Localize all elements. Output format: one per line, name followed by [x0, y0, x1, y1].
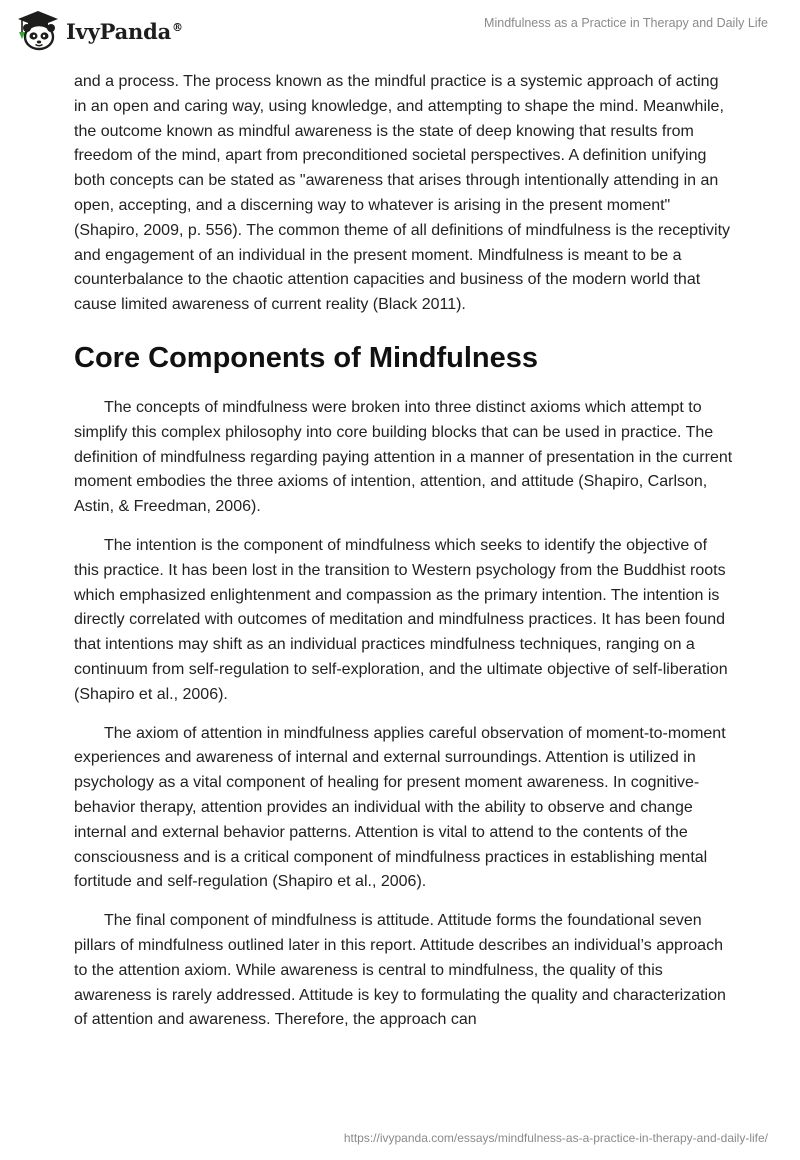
registered-mark: ®	[172, 21, 183, 34]
brand-name-text: IvyPanda	[66, 19, 172, 44]
source-url[interactable]: https://ivypanda.com/essays/mindfulness-as-a-practice-in-therapy-and-daily-life/	[343, 1131, 768, 1145]
paragraph: The concepts of mindfulness were broken into three distinct axioms which attempt to simplify this complex philosophy into core building blocks that can be used in practice. The definition of mindfulness regarding paying attention in a manner of presentation in the current moment embodies the three axioms of intention, attention, and attitude (Shapiro, Carlson, Astin, & Freedman, 2006).	[74, 398, 733, 516]
essay-body	[74, 70, 734, 1047]
page-header	[0, 0, 800, 62]
document-title: Mindfulness as a Practice in Therapy and Daily Life	[484, 16, 768, 30]
panda-graduate-icon	[14, 8, 60, 52]
paragraph-continued: and a process. The process known as the mindful practice is a systemic approach of acting in an open and caring way, using knowledge, and attempting to shape the mind. Meanwhile, the outcome known as mindful awareness is the state of deep knowing that results from freedom of the mind, apart from preconditioned societal perspectives. A definition unifying both concepts can be stated as "awareness that arises through intentionally attending in an open, accepting, and a discerning way to whatever is arising in the present moment" (Shapiro, 2009, p. 556). The common theme of all definitions of mindfulness is the receptivity and engagement of an individual in the present moment. Mindfulness is meant to be a counterbalance to the chaotic attention capacities and business of the modern world that cause limited awareness of current reality (Black 2011).	[74, 73, 731, 314]
paragraph: The intention is the component of mindfulness which seeks to identify the objective of this practice. It has been lost in the transition to Western psychology from the Buddhist roots which emphasized enlightenment and compassion as the primary intention. The intention is directly correlated with outcomes of meditation and mindfulness practices. It has been found that intentions may shift as an individual practices mindfulness techniques, ranging on a continuum from self-regulation to self-exploration, and the ultimate objective of self-liberation (Shapiro et al., 2006).	[74, 536, 728, 703]
brand-name	[66, 6, 183, 54]
ivypanda-logo[interactable]	[14, 8, 183, 52]
paragraph: The final component of mindfulness is attitude. Attitude forms the foundational seven pillars of mindfulness outlined later in this report. Attitude describes an individual’s approach to the attention axiom. While awareness is central to mindfulness, the quality of this awareness is rarely addressed. Attitude is key to formulating the quality and characterization of attention and awareness. Therefore, the approach can	[74, 912, 726, 1029]
paragraph: The axiom of attention in mindfulness applies careful observation of moment-to-moment experiences and awareness of internal and external surroundings. Attention is utilized in psychology as a vital component of healing for present moment awareness. In cognitive-behavior therapy, attention provides an individual with the ability to observe and change internal and external behavior patterns. Attention is vital to attend to the contents of the consciousness and is a critical component of mindfulness practices in establishing mental fortitude and self-regulation (Shapiro et al., 2006).	[74, 724, 726, 891]
section-heading: Core Components of Mindfulness	[74, 341, 538, 374]
